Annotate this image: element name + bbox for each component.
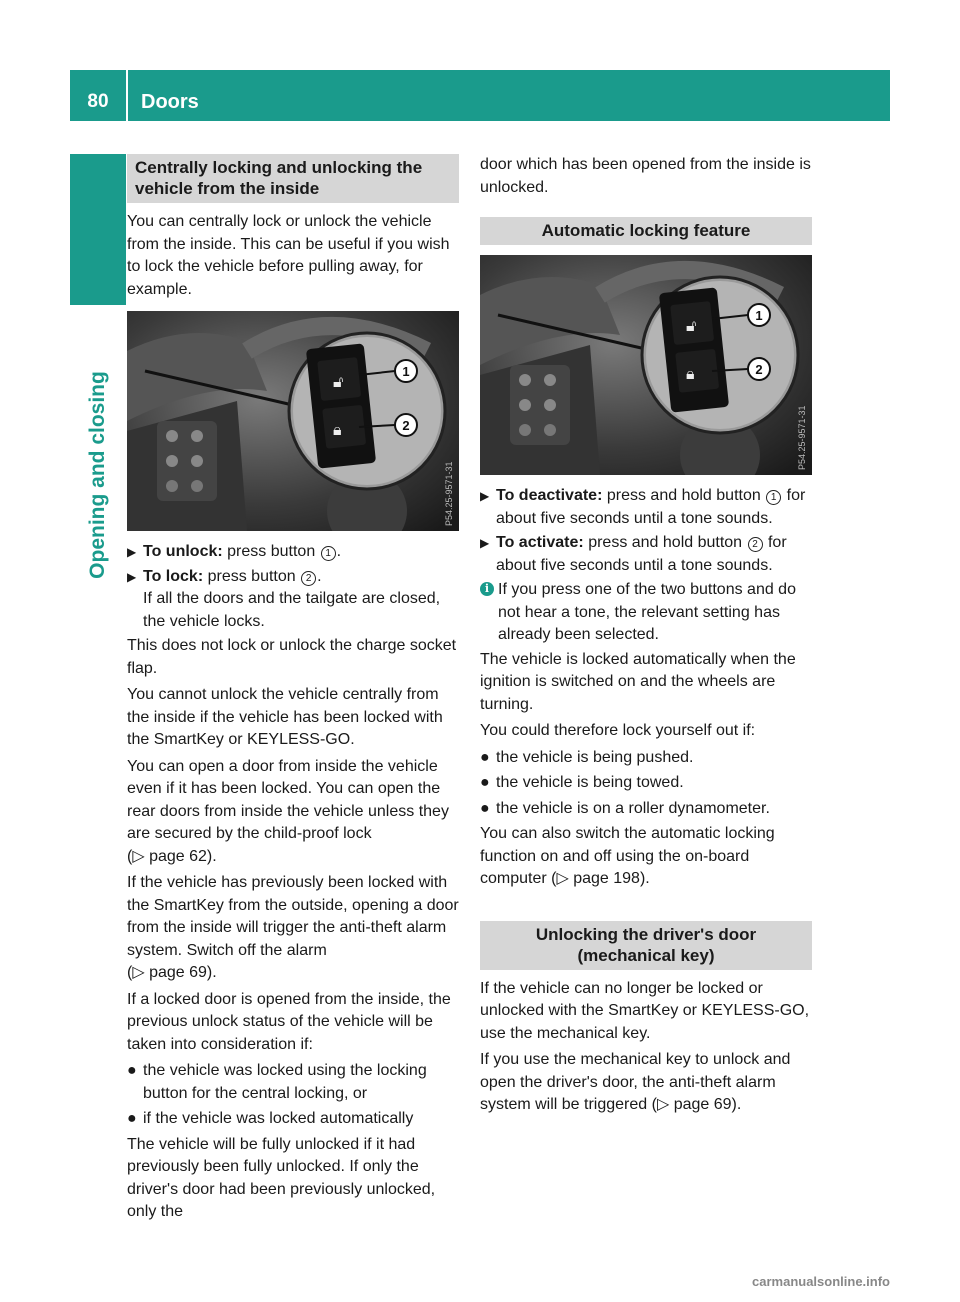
paragraph-continued: door which has been opened from the inside is unlocked. bbox=[480, 156, 811, 196]
button-1-ref: 1 bbox=[766, 490, 781, 505]
list-item: ● the vehicle is being towed. bbox=[480, 774, 684, 791]
list-item: ● the vehicle is being pushed. bbox=[480, 748, 694, 766]
step-arrow-icon: ▶ bbox=[127, 569, 137, 584]
central-locking-figure bbox=[127, 311, 459, 531]
section-heading-mechanical-key: Unlocking the driver's door (mechanical key) bbox=[480, 921, 812, 970]
paragraph-fully-unlocked: The vehicle will be fully unlocked if it had previously been fully unlocked. If only the driver's door had been previously unlocked, only the bbox=[127, 1135, 436, 1220]
paragraph-auto-lock: The vehicle is locked automatically when the ignition is switched on and the wheels are turning. bbox=[480, 650, 796, 713]
page-number: 80 bbox=[87, 91, 109, 112]
step-activate: ▶ To activate: press and hold button 2 for about five seconds until a tone sounds. bbox=[480, 534, 787, 574]
svg-text:🔓︎: 🔓︎ bbox=[686, 316, 697, 335]
paragraph-onboard-computer: You can also switch the automatic locking function on and off using the on-board computer (▷ page 198). bbox=[480, 825, 775, 887]
dashboard-illustration bbox=[480, 255, 812, 475]
sidebar-chapter-label: Opening and closing bbox=[86, 371, 109, 579]
paragraph-open-door: You can open a door from inside the vehicle even if it has been locked. You can open the rear doors from inside the vehicle unless they are secured by the child-proof lock (▷ page 62). bbox=[127, 757, 449, 865]
intro-paragraph: You can centrally lock or unlock the vehicle from the inside. This can be useful if you wish to lock the vehicle before pulling away, for example. bbox=[127, 213, 450, 298]
page-link[interactable]: (▷ page 69). bbox=[127, 964, 217, 981]
paragraph-unlock-status: If a locked door is opened from the inside, the previous unlock status of the vehicle will be taken into consideration if: bbox=[127, 990, 451, 1053]
callout-1: 1 bbox=[755, 308, 763, 323]
paragraph-alarm-trigger: If you use the mechanical key to unlock and open the driver's door, the anti-theft alarm system will be triggered (▷ page 69). bbox=[480, 1051, 791, 1113]
automatic-locking-figure bbox=[480, 255, 812, 475]
header-divider bbox=[126, 70, 128, 121]
lock-note: If all the doors and the tailgate are closed, the vehicle locks. bbox=[143, 590, 441, 630]
info-note: i If you press one of the two buttons and do not hear a tone, the relevant setting has already been selected. bbox=[480, 579, 812, 647]
page-title: Doors bbox=[141, 91, 199, 113]
list-item: ● the vehicle is on a roller dynamometer. bbox=[480, 799, 770, 817]
figure-code: P54.25-9571-31 bbox=[797, 405, 807, 470]
page-link[interactable]: (▷ page 62). bbox=[127, 847, 217, 865]
paragraph-charge-flap: This does not lock or unlock the charge socket flap. bbox=[127, 637, 457, 677]
step-arrow-icon: ▶ bbox=[480, 536, 490, 550]
section-heading-central-locking: Centrally locking and unlocking the vehicle from the inside bbox=[127, 154, 459, 203]
figure-code: P54.25-9571-31 bbox=[444, 461, 454, 526]
button-2-ref: 2 bbox=[748, 537, 763, 552]
step-arrow-icon: ▶ bbox=[127, 545, 137, 559]
step-unlock: ▶ To unlock: press button 1 . bbox=[127, 541, 459, 564]
left-column bbox=[127, 154, 459, 1228]
dashboard-illustration bbox=[127, 311, 459, 531]
list-item: ● if the vehicle was locked automatically bbox=[127, 1110, 414, 1127]
paragraph-alarm: If the vehicle has previously been locked with the SmartKey from the outside, opening a door from the inside will trigger the anti-theft alarm system. Switch off the alarm (▷ page 69). bbox=[127, 874, 459, 981]
info-icon: i bbox=[480, 582, 494, 596]
svg-text:🔒︎: 🔒︎ bbox=[333, 420, 342, 439]
svg-text:🔒︎: 🔒︎ bbox=[686, 364, 695, 383]
section-heading-automatic-locking: Automatic locking feature bbox=[480, 217, 812, 245]
step-lock: ▶ To lock: press button 2 . If all the doors and the tailgate are closed, the vehicle locks. bbox=[127, 567, 441, 630]
step-arrow-icon: ▶ bbox=[480, 489, 490, 503]
callout-2: 2 bbox=[755, 362, 763, 377]
button-2-ref: 2 bbox=[301, 571, 316, 586]
button-1-ref: 1 bbox=[321, 546, 336, 561]
paragraph-mechanical-key: If the vehicle can no longer be locked or unlocked with the SmartKey or KEYLESS-GO, use the mechanical key. bbox=[480, 979, 810, 1042]
list-item: ● the vehicle was locked using the locking button for the central locking, or bbox=[127, 1062, 427, 1102]
svg-text:🔓︎: 🔓︎ bbox=[333, 372, 344, 391]
callout-1: 1 bbox=[402, 364, 410, 379]
step-deactivate: ▶ To deactivate: press and hold button 1 for about five seconds until a tone sounds. bbox=[480, 487, 806, 527]
right-column bbox=[480, 154, 812, 1121]
callout-2: 2 bbox=[402, 418, 410, 433]
paragraph-smartkey: You cannot unlock the vehicle centrally from the inside if the vehicle has been locked with the SmartKey or KEYLESS-GO. bbox=[127, 686, 443, 748]
footer-watermark: carmanualsonline.info bbox=[752, 1274, 890, 1289]
paragraph-lock-out: You could therefore lock yourself out if: bbox=[480, 722, 756, 739]
sidebar-tab bbox=[70, 154, 126, 305]
